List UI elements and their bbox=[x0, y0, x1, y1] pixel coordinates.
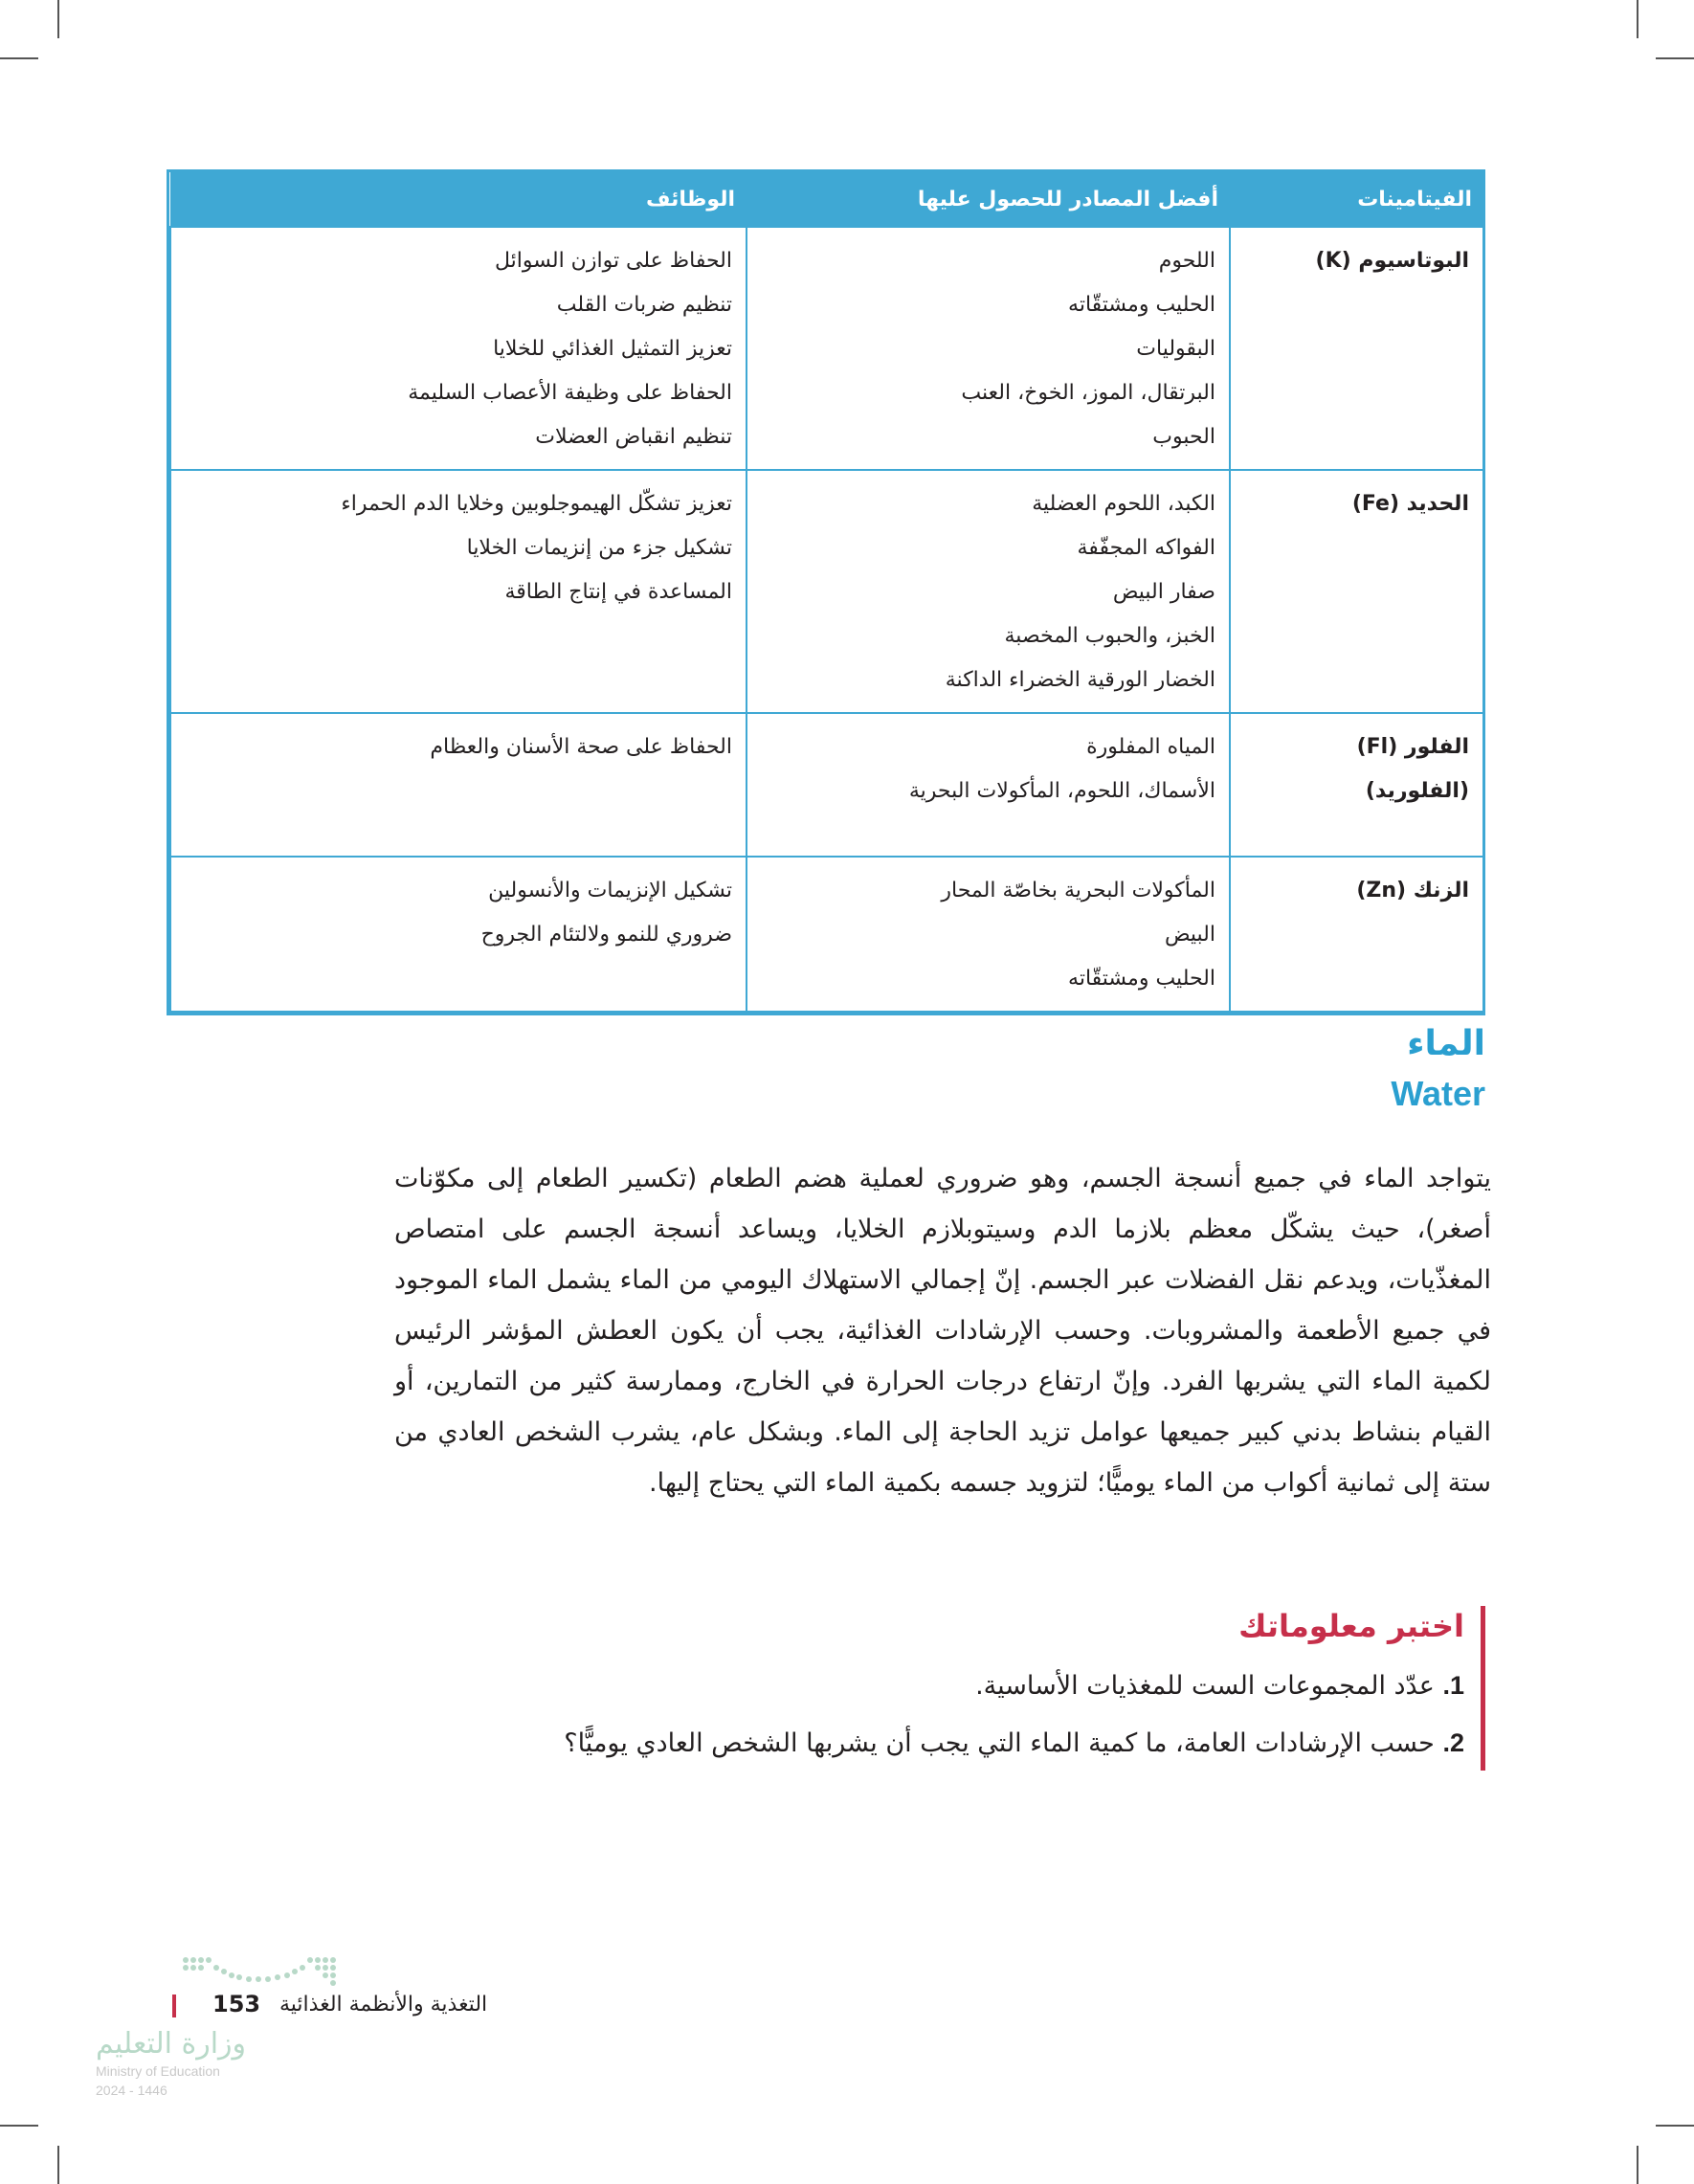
quiz-title: اختبر معلوماتك bbox=[1238, 1608, 1464, 1644]
crop-mark bbox=[57, 0, 59, 38]
functions-cell: الحفاظ على توازن السوائل تنظيم ضربات القلب تعزيز التمثيل الغذائي للخلايا الحفاظ على وظيفة الأعصاب السليمة تنظيم انقباض العضلات bbox=[170, 227, 747, 470]
quiz-item-text: عدّد المجموعات الست للمغذيات الأساسية. bbox=[975, 1671, 1435, 1701]
vitamin-cell: الزنك (Zn) bbox=[1230, 857, 1483, 1012]
water-paragraph: يتواجد الماء في جميع أنسجة الجسم، وهو ضروري لعملية هضم الطعام (تكسير الطعام إلى مكوّنات أصغر)، حيث يشكّل معظم بلازما الدم وسيتوبلازم الخلايا، ويساعد أنسجة الجسم على امتصاص المغذّيات، ويدعم نقل الفضلات عبر الجسم. إنّ إجمالي الاستهلاك اليومي من الماء يشمل الماء الموجود في جميع الأطعمة والمشروبات. وحسب الإرشادات الغذائية، يجب أن يكون العطش المؤشر الرئيس لكمية الماء التي يشربها الفرد. وإنّ ارتفاع درجات الحرارة في الخارج، وممارسة كثير من التمارين، أو القيام بنشاط بدني كبير جميعها عوامل تزيد الحاجة إلى الماء. وبشكل عام، يشرب الشخص العادي من ستة إلى ثمانية أكواب من الماء يوميًّا؛ لتزويد جسمه بكمية الماء التي يحتاج إليها. bbox=[394, 1164, 1491, 1498]
crop-mark bbox=[57, 2146, 59, 2184]
sources-cell: المأكولات البحرية بخاصّة المحار البيض الحليب ومشتقّاته bbox=[747, 857, 1230, 1012]
header-functions: الوظائف bbox=[170, 172, 747, 227]
crop-mark bbox=[1656, 57, 1694, 59]
section-title-arabic: الماء bbox=[1407, 1024, 1485, 1063]
crop-mark bbox=[1637, 2146, 1638, 2184]
section-title-english: Water bbox=[1391, 1074, 1485, 1113]
functions-cell: تعزيز تشكّل الهيموجلوبين وخلايا الدم الحمراء تشكيل جزء من إنزيمات الخلايا المساعدة في إنتاج الطاقة bbox=[170, 470, 747, 713]
quiz-item-number: 1. bbox=[1442, 1671, 1464, 1700]
ministry-logo-icon bbox=[182, 1954, 341, 1989]
vitamin-cell: البوتاسيوم (K) bbox=[1230, 227, 1483, 470]
table-header-row bbox=[170, 172, 1483, 227]
header-vitamins: الفيتامينات bbox=[1230, 172, 1483, 227]
crop-mark bbox=[0, 57, 38, 59]
table-row bbox=[170, 470, 1483, 713]
ministry-logo-subtitle: Ministry of Education bbox=[96, 2063, 220, 2079]
ministry-logo-text: وزارة التعليم bbox=[96, 2027, 247, 2061]
footer-accent-bar bbox=[172, 1995, 176, 2017]
vitamin-cell: الفلور (Fl) (الفلوريد) bbox=[1230, 713, 1483, 857]
book-title: التغذية والأنظمة الغذائية bbox=[279, 1993, 488, 2017]
minerals-table bbox=[167, 169, 1485, 1015]
quiz-accent-bar bbox=[1481, 1606, 1485, 1771]
sources-cell: المياه المفلورة الأسماك، اللحوم، المأكولات البحرية bbox=[747, 713, 1230, 857]
ministry-logo-year: 2024 - 1446 bbox=[96, 2083, 167, 2098]
page-number: 153 bbox=[212, 1991, 261, 2017]
sources-cell: اللحوم الحليب ومشتقّاته البقوليات البرتقال، الموز، الخوخ، العنب الحبوب bbox=[747, 227, 1230, 470]
crop-mark bbox=[1656, 2125, 1694, 2127]
functions-cell: تشكيل الإنزيمات والأنسولين ضروري للنمو ولالتئام الجروح bbox=[170, 857, 747, 1012]
vitamin-cell: الحديد (Fe) bbox=[1230, 470, 1483, 713]
table-row bbox=[170, 857, 1483, 1012]
crop-mark bbox=[0, 2125, 38, 2127]
functions-cell: الحفاظ على صحة الأسنان والعظام bbox=[170, 713, 747, 857]
quiz-item bbox=[564, 1728, 1464, 1758]
quiz-item-number: 2. bbox=[1442, 1728, 1464, 1757]
table-row bbox=[170, 713, 1483, 857]
crop-mark bbox=[1637, 0, 1638, 38]
quiz-item-text: حسب الإرشادات العامة، ما كمية الماء التي يجب أن يشربها الشخص العادي يوميًّا؟ bbox=[564, 1728, 1435, 1758]
sources-cell: الكبد، اللحوم العضلية الفواكه المجفّفة صفار البيض الخبز، والحبوب المخصبة الخضار الورقية الخضراء الداكنة bbox=[747, 470, 1230, 713]
quiz-item bbox=[975, 1671, 1464, 1701]
header-sources: أفضل المصادر للحصول عليها bbox=[747, 172, 1230, 227]
table-row bbox=[170, 227, 1483, 470]
